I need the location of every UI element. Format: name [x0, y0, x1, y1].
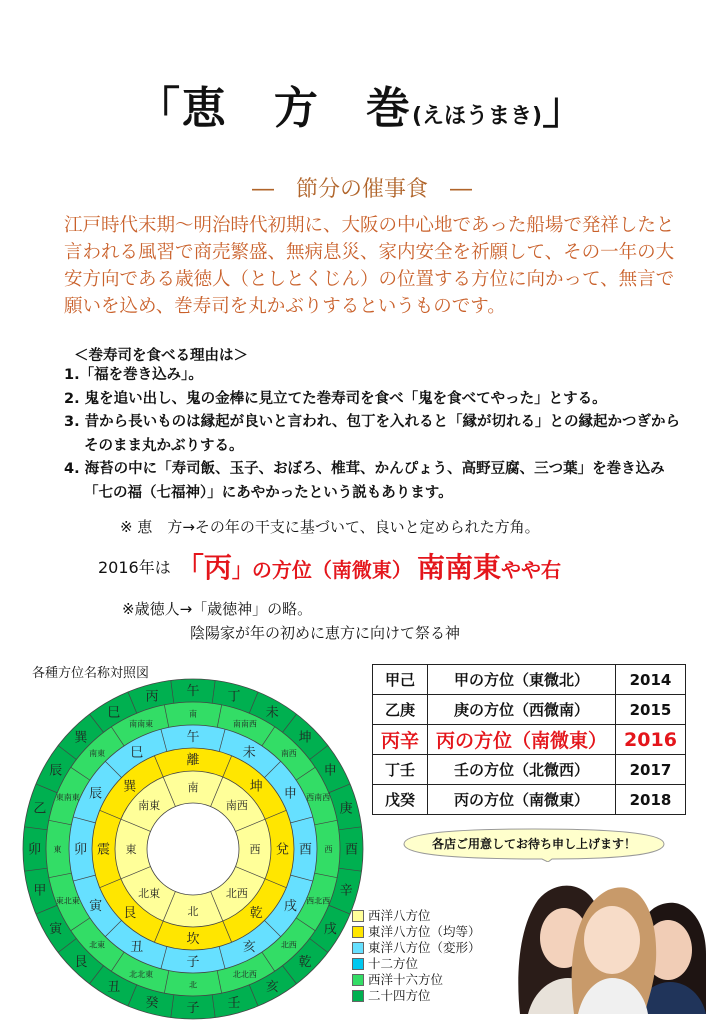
compass-label: 壬: [227, 995, 241, 1011]
compass-label: 丑: [130, 940, 144, 956]
stems-cell: 丙辛: [373, 725, 428, 755]
compass-label: 西南西: [306, 793, 331, 803]
compass-label: 西: [324, 844, 333, 854]
legend-swatch: [352, 910, 364, 922]
year-prefix: 2016年は: [98, 558, 171, 577]
compass-label: 亥: [242, 940, 256, 956]
bubble-text: 各店ご用意してお待ち申し上げます！: [431, 837, 637, 851]
compass-label: 辰: [49, 763, 63, 779]
reasons-list: [64, 364, 684, 505]
subtitle: ― 節分の催事食 ―: [251, 177, 472, 202]
compass-label: 艮: [123, 905, 137, 921]
compass-label: 巳: [107, 705, 121, 721]
compass-label: 戌: [323, 921, 337, 937]
ehou-table-body: [373, 665, 686, 815]
compass-label: 南東: [138, 799, 161, 813]
legend-swatch: [352, 990, 364, 1002]
legend-item: [352, 972, 481, 988]
year-cell: 2014: [616, 665, 686, 695]
compass-label: 南西: [280, 749, 297, 759]
compass-label: 子: [186, 955, 200, 971]
direction-cell: 丙の方位（南微東）: [428, 725, 616, 755]
speech-bubble: [400, 826, 668, 862]
compass-label: 巽: [123, 779, 137, 795]
legend-item: [352, 908, 481, 924]
compass-label: 西北西: [306, 896, 331, 906]
compass-label: 午: [186, 684, 200, 700]
compass-label: 巽: [74, 730, 88, 746]
compass-label: 坎: [186, 932, 200, 948]
page-title: [0, 72, 724, 136]
stems-cell: 丁壬: [373, 755, 428, 785]
year-cell: 2018: [616, 785, 686, 815]
compass-label: 東: [53, 844, 62, 854]
legend-label: 西洋十六方位: [368, 972, 444, 987]
stems-cell: 戊癸: [373, 785, 428, 815]
compass-label: 北東: [138, 886, 161, 900]
compass-label: 巳: [130, 745, 144, 761]
legend-label: 十二方位: [368, 956, 419, 971]
ehou-note: ※ 恵 方→その年の干支に基づいて、良いと定められた方角。: [120, 518, 540, 536]
compass-label: 北北東: [129, 970, 154, 980]
compass-label: 北西: [280, 940, 297, 950]
compass-label: 酉: [344, 842, 359, 858]
compass-label: 丁: [227, 689, 241, 705]
compass-label: 艮: [74, 954, 88, 970]
ehou-table: [372, 664, 686, 815]
compass-label: 北西: [225, 886, 248, 900]
table-row: [373, 695, 686, 725]
compass-diagram: [20, 676, 366, 1022]
reasons-heading: ＜巻寿司を食べる理由は＞: [74, 348, 248, 364]
legend-item: [352, 956, 481, 972]
title-reading: (えほうまき): [411, 104, 543, 129]
reason-item: 2. 鬼を追い出し、鬼の金棒に見立てた巻寿司を食べ「鬼を食べてやった」とする。: [64, 390, 607, 407]
compass-label: 申: [323, 763, 337, 779]
year-stem: 「丙: [175, 551, 232, 584]
compass-label: 子: [186, 1001, 200, 1017]
compass-label: 甲: [33, 883, 47, 899]
compass-label: 戌: [283, 898, 297, 914]
toshitoku-note-detail: 陰陽家が年の初めに恵方に向けて祭る神: [190, 624, 461, 642]
year-suffix: やや右: [500, 558, 561, 582]
compass-label: 未: [242, 745, 256, 761]
compass-label: 震: [96, 842, 111, 858]
legend-label: 東洋八方位（変形）: [368, 940, 481, 955]
compass-label: 卯: [27, 842, 42, 858]
compass-label: 乾: [298, 954, 312, 970]
legend-label: 二十四方位: [368, 988, 431, 1003]
title-end: 」: [542, 83, 589, 134]
compass-label: 南: [187, 780, 199, 794]
year-cell: 2017: [616, 755, 686, 785]
compass-label: 北: [189, 980, 197, 990]
compass-label: 寅: [89, 898, 103, 914]
staff-photo: [508, 868, 708, 1014]
compass-label: 亥: [265, 979, 279, 995]
compass-label: 西: [249, 842, 261, 856]
compass-label: 乙: [33, 801, 47, 817]
year-direction: 」の方位（南微東）: [231, 558, 412, 582]
compass-label: 北: [187, 904, 199, 918]
compass-label: 東: [125, 842, 137, 856]
year-highlight: [98, 546, 561, 586]
compass-label: 北東: [89, 940, 106, 950]
compass-label: 庚: [339, 801, 353, 817]
direction-cell: 庚の方位（西微南）: [428, 695, 616, 725]
compass-label: 坤: [298, 730, 312, 746]
intro-paragraph: 江戸時代末期～明治時代初期に、大阪の中心地であった船場で発祥したと言われる風習で商売繁盛、無病息災、家内安全を祈願して、その一年の大安方向である歳徳人（としとくじん）の位置する方位に向かって、無言で願いを込め、巻寿司を丸かぶりするというものです。: [64, 215, 675, 317]
compass-label: 南南西: [232, 719, 257, 729]
compass-label: 南: [189, 709, 197, 719]
legend-swatch: [352, 926, 364, 938]
compass-label: 丙: [145, 689, 159, 705]
toshitoku-note: ※歳徳人→「歳徳神」の略。: [122, 600, 313, 618]
compass-label: 癸: [145, 995, 159, 1011]
reason-item: 4. 海苔の中に「寿司飯、玉子、おぼろ、椎茸、かんぴょう、高野豆腐、三つ葉」を巻き込み「七の福（七福神）」にあやかったという説もあります。: [64, 461, 665, 501]
reason-item: 1.「福を巻き込み」。: [64, 367, 203, 383]
title-main: 「恵 方 巻: [135, 83, 412, 134]
compass-label: 酉: [298, 842, 313, 858]
stems-cell: 甲己: [373, 665, 428, 695]
direction-cell: 壬の方位（北微西）: [428, 755, 616, 785]
compass-label: 東南東: [55, 793, 80, 803]
compass-label: 坤: [249, 779, 263, 795]
legend-label: 西洋八方位: [368, 908, 431, 923]
reason-item: 3. 昔から長いものは縁起が良いと言われ、包丁を入れると「縁が切れる」との縁起かつぎからそのまま丸かぶりする。: [64, 414, 681, 454]
diagram-title: 各種方位名称対照図: [32, 666, 150, 681]
compass-label: 南南東: [129, 719, 154, 729]
table-row: [373, 755, 686, 785]
legend-label: 東洋八方位（均等）: [368, 924, 481, 939]
legend-item: [352, 924, 481, 940]
compass-label: 兌: [275, 842, 290, 858]
direction-cell: 丙の方位（南微東）: [428, 785, 616, 815]
stems-cell: 乙庚: [373, 695, 428, 725]
compass-legend: [352, 908, 481, 1004]
compass-label: 南西: [225, 799, 248, 813]
table-row: [373, 665, 686, 695]
year-compass: 南南東: [416, 551, 501, 584]
legend-swatch: [352, 958, 364, 970]
legend-swatch: [352, 942, 364, 954]
table-row: [373, 725, 686, 755]
legend-item: [352, 940, 481, 956]
compass-label: 丑: [107, 979, 121, 995]
compass-label: 南東: [89, 749, 106, 759]
compass-label: 東北東: [55, 896, 80, 906]
compass-label: 午: [186, 730, 200, 746]
compass-center: [147, 803, 239, 895]
compass-label: 乾: [249, 905, 263, 921]
year-cell: 2015: [616, 695, 686, 725]
compass-label: 辰: [89, 786, 103, 802]
year-cell: 2016: [616, 725, 686, 755]
legend-swatch: [352, 974, 364, 986]
compass-label: 申: [283, 786, 297, 802]
compass-label: 辛: [339, 883, 353, 899]
compass-label: 北北西: [232, 970, 257, 980]
compass-label: 離: [186, 753, 200, 769]
compass-label: 卯: [73, 842, 88, 858]
legend-item: [352, 988, 481, 1004]
compass-label: 寅: [49, 921, 63, 937]
table-row: [373, 785, 686, 815]
direction-cell: 甲の方位（東微北）: [428, 665, 616, 695]
compass-label: 未: [265, 705, 279, 721]
